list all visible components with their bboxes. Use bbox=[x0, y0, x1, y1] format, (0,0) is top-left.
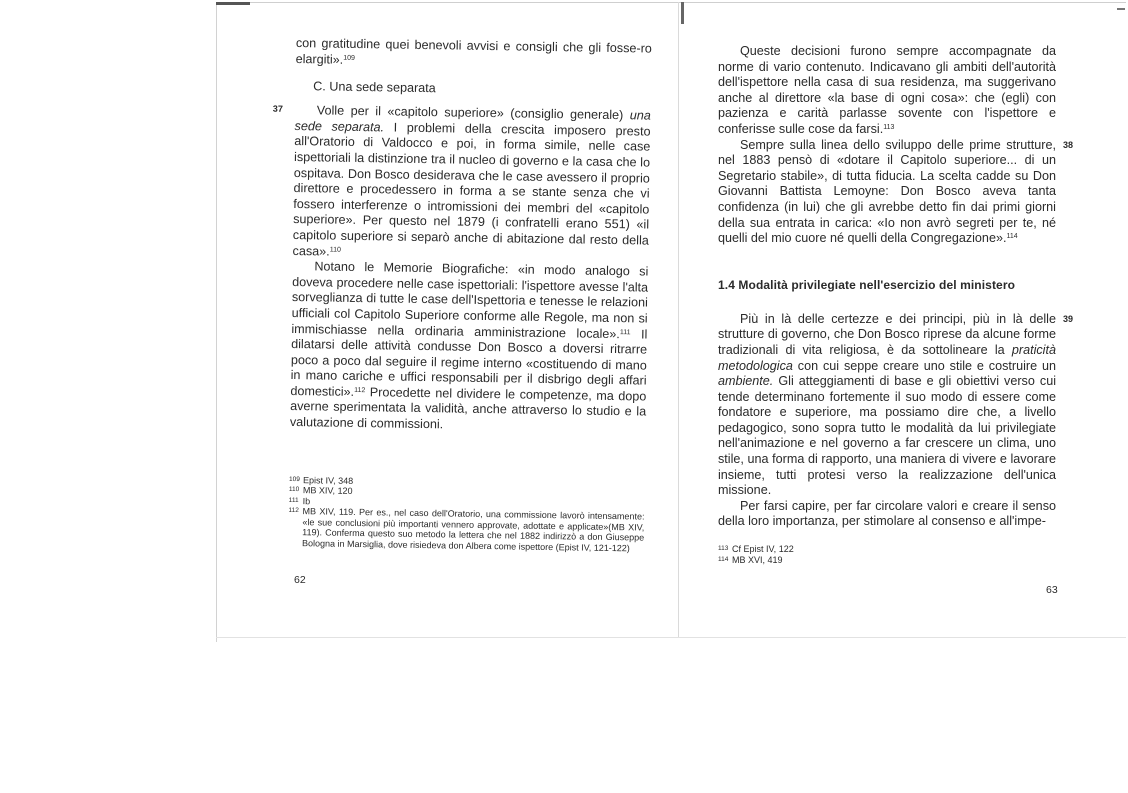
margin-number-38: 38 bbox=[1063, 139, 1074, 150]
footnote-number: 112 bbox=[288, 507, 299, 515]
footnote-number: 109 bbox=[288, 475, 300, 483]
margin-number-39: 39 bbox=[1063, 313, 1074, 324]
footnote-number: 110 bbox=[288, 486, 300, 494]
left-paragraph-3 bbox=[290, 259, 649, 436]
left-p3-text-c: Procedette nel dividere le competenze, ma dopo averne sperimentata la validità, anche attraverso lo studio e la valutazione di commissioni. bbox=[289, 385, 647, 432]
footnote-text: Cf Epist IV, 122 bbox=[732, 544, 794, 554]
right-page bbox=[718, 44, 1074, 565]
page-number-left: 62 bbox=[294, 574, 306, 586]
footnote-113 bbox=[718, 544, 794, 555]
left-p3-text-a: Notano le Memorie Biografiche: «in modo analogo si doveva procedere nelle case ispettoriali: l'ispettore avesse l'alta sorveglianza di tutte le case dell'Ispettoria e tenesse le relazioni ufficiali col Capitolo Superiore conforme alle Regole, ma non si immischiasse nella ordinaria amministrazione locale». bbox=[291, 259, 649, 341]
right-p1-text: Queste decisioni furono sempre accompagnate da norme di vario contenuto. Indicavano gli ambiti dell'autorità dell'ispettore nella casa di sua residenza, ma suggerivano anche al direttore «la base di ogni cosa»: che (egli) con pazienza e carità parlasse sovente con l'ispettore e conferisse sulle cose da farsi. bbox=[718, 44, 1056, 136]
left-paragraph-continued bbox=[296, 36, 652, 73]
footnote-number: 114 bbox=[718, 555, 729, 563]
left-p1-text: con gratitudine quei benevoli avvisi e consigli che gli fosse-ro elargiti». bbox=[295, 36, 652, 67]
footnote-114 bbox=[718, 555, 794, 566]
footnote-112 bbox=[288, 506, 645, 554]
right-p3-text-c: Gli atteggiamenti di base e gli obiettivi verso cui tende determinano fortemente il suo modo di essere come fondatore e superiore, ma possiamo dire che, a livello pedagogico, sono sopra tutto le modalità da lui privilegiate nell'animazione e nel governo a far crescere un clima, uno stile, una forma di rapporto, una maniera di vivere e lavorare insieme, tutti protesi verso la realizzazione dell'unica missione. bbox=[718, 374, 1056, 498]
footnote-text: MB XVI, 419 bbox=[732, 554, 783, 565]
right-p3-text-b: con cui seppe creare uno stile e costruire un bbox=[792, 358, 1056, 373]
right-footnotes bbox=[718, 544, 794, 565]
left-p2-text-a: Volle per il «capitolo superiore» (consiglio generale) bbox=[316, 103, 630, 123]
right-p3-italic-1: praticità metodologica bbox=[718, 342, 1056, 373]
footnote-ref-111: 111 bbox=[619, 328, 631, 336]
section-heading: 1.4 Modalità privilegiate nell'esercizio del ministero bbox=[718, 277, 1016, 292]
right-paragraph-4: Per farsi capire, per far circolare valori e creare il senso della loro importanza, per stimolare al consenso e all'impe- bbox=[718, 498, 1056, 529]
right-p3-text-a: Più in là delle certezze e dei principi, più in là delle strutture di governo, che Don Bosco riprese da alcune forme tradizionali di vita religiosa, è da sottolineare la bbox=[718, 311, 1056, 357]
page-number-right: 63 bbox=[1046, 584, 1058, 596]
left-footnotes bbox=[288, 475, 645, 554]
footnote-text: Ib bbox=[302, 495, 311, 506]
scan-edge-left bbox=[216, 2, 217, 642]
footnote-ref-113: 113 bbox=[883, 123, 895, 131]
footnote-ref-114: 114 bbox=[1006, 233, 1018, 241]
footnote-text: Epist IV, 348 bbox=[302, 474, 354, 486]
right-paragraph-1 bbox=[718, 44, 1056, 138]
left-p3-text-b: Il dilatarsi delle attività condusse Don Bosco a doversi ritrarre poco a poco dal seguire il regime interno «costituendo di mano in mano cariche e uffici responsabili per il disbrigo degli affari domestici». bbox=[290, 326, 648, 399]
right-p2-text: Sempre sulla linea dello sviluppo delle prime strutture, nel 1883 pensò di «dotare il Capitolo superiore... di un Segretario stabile», di tutta fiducia. La scelta cadde su Don Giovanni Battista Lemoyne: Don Bosco aveva tanta confidenza (in lui) che gli avrebbe detto fin dai primi giorni della sua entrata in carica: «Io non avrò segreti per te, né quelli del mio cuore né quelli della Congregazione». bbox=[718, 137, 1056, 246]
corner-mark bbox=[216, 2, 250, 5]
footnote-text: MB XIV, 120 bbox=[302, 485, 353, 497]
footnote-ref-112: 112 bbox=[354, 386, 366, 395]
left-p2-italic: una sede separata. bbox=[294, 108, 651, 135]
right-p3-italic-2: ambiente. bbox=[718, 374, 774, 389]
subsection-heading: C. Una sede separata bbox=[313, 79, 436, 96]
footnote-number: 113 bbox=[718, 545, 729, 552]
gutter-tick bbox=[681, 2, 684, 24]
right-paragraph-3 bbox=[718, 312, 1056, 499]
footnote-number: 111 bbox=[288, 496, 299, 504]
footnote-ref-110: 110 bbox=[329, 246, 341, 254]
footnote-ref-109: 109 bbox=[343, 54, 356, 62]
margin-number-37: 37 bbox=[272, 103, 283, 114]
right-paragraph-2 bbox=[718, 138, 1056, 247]
left-paragraph-2 bbox=[292, 103, 650, 265]
footnote-text: MB XIV, 119. Per es., nel caso dell'Oratorio, una commissione lavorò intensamente: «le sue conclusioni più importanti vennero approvate, adottate e applicate»(MB XIV, 119). Conferma questo suo metodo la lettera che nel 1882 indirizzò a don Giuseppe Bologna in Marsiglia, dove risiedeva don Albera come ispettore (Epist IV, 121-122) bbox=[301, 506, 645, 553]
book-gutter bbox=[678, 2, 679, 638]
scan-edge-bottom bbox=[216, 637, 1126, 638]
left-p2-text-b: I problemi della crescita imposero presto all'Oratorio di Valdocco e poi, in forma simile, nelle case ispettoriali la distinzione tra il nucleo di governo e la casa che lo ospitava. Don Bosco desiderava che le case avessero il proprio direttore e procedessero in forma a se stante senza che vi fossero interferenze o intromissioni dei membri del «capitolo superiore». Per questo nel 1879 (i confratelli erano 551) «il capitolo superiore si separò anche di abitazione dal resto della casa». bbox=[292, 120, 651, 259]
right-edge-tick bbox=[1117, 8, 1125, 10]
left-page bbox=[272, 36, 652, 554]
scan-edge-top bbox=[216, 2, 1126, 3]
